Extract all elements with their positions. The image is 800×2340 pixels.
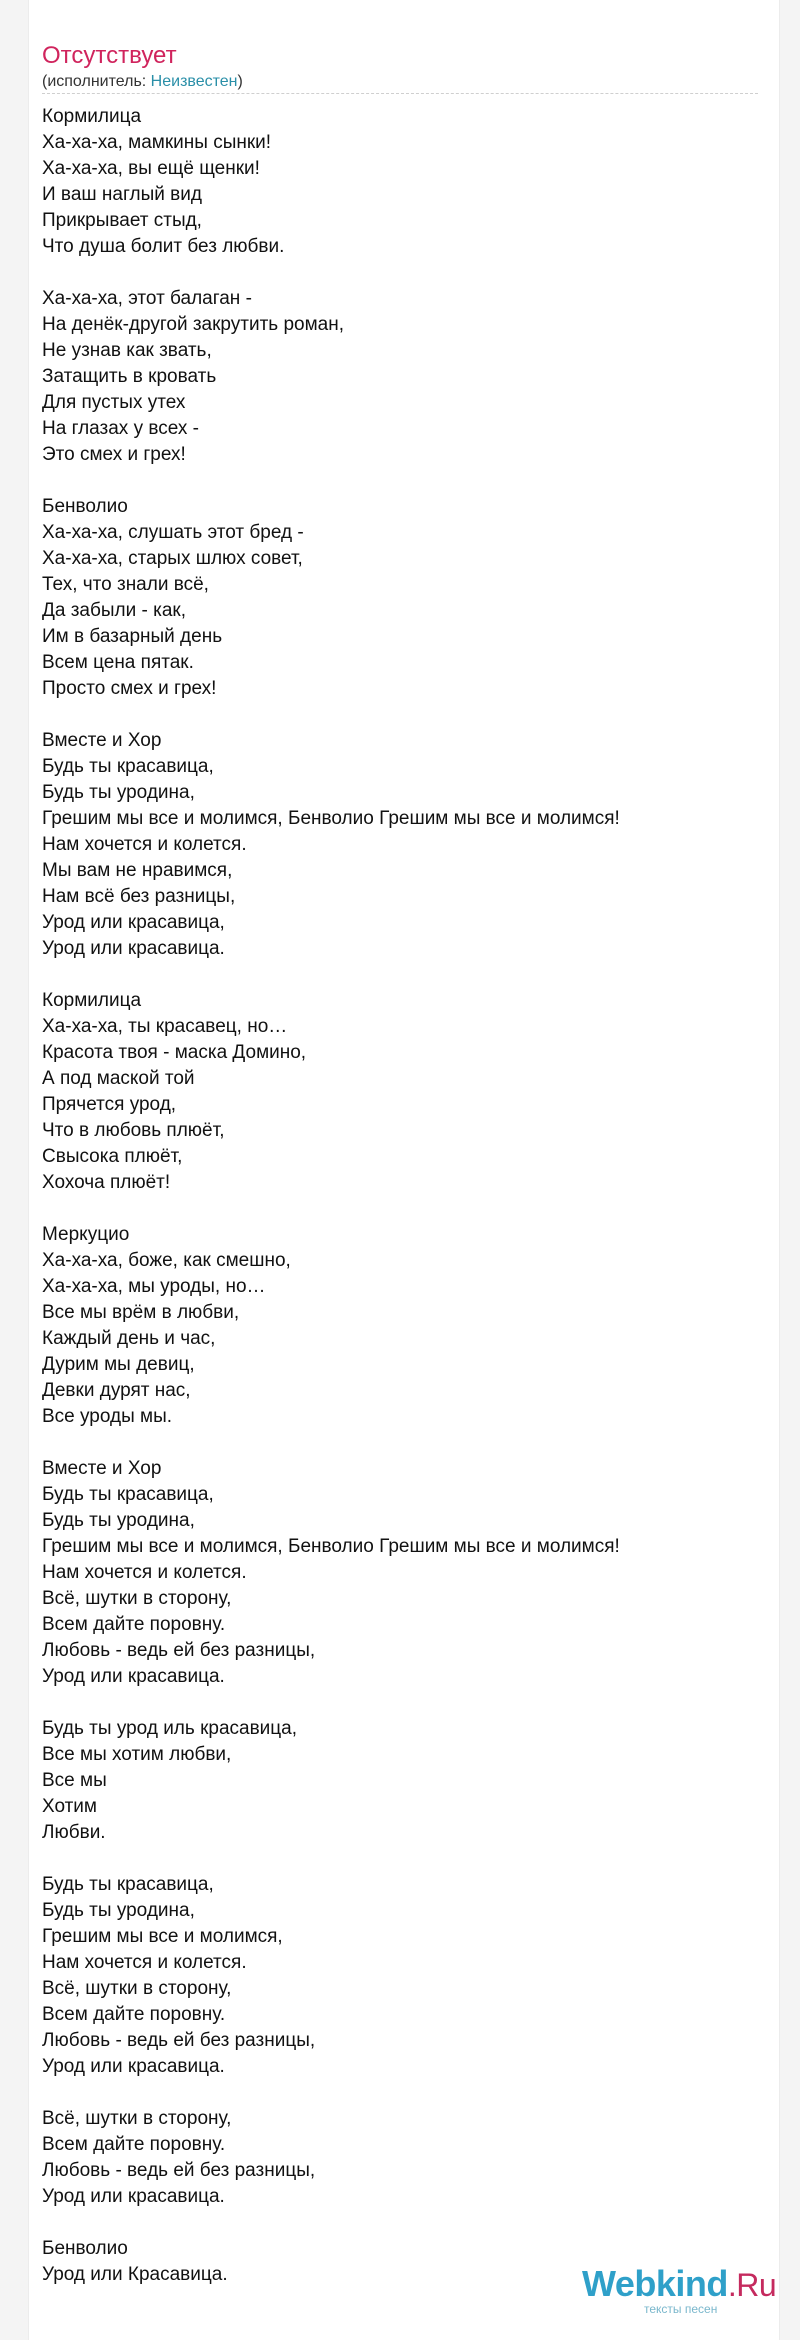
lyric-line: Нам хочется и колется. xyxy=(42,834,247,855)
lyric-line: Ха-ха-ха, этот балаган - xyxy=(42,288,252,309)
stanza-gap xyxy=(42,260,762,286)
lyric-line: Нам хочется и колется. xyxy=(42,1562,247,1583)
lyric-line: Ха-ха-ха, старых шлюх совет, xyxy=(42,548,303,569)
lyric-line: Хотим xyxy=(42,1796,97,1817)
stanza-gap xyxy=(42,702,762,728)
lyric-line: Грешим мы все и молимся, Бенволио Грешим мы все и молимся! xyxy=(42,808,620,829)
stanza-gap xyxy=(42,1690,762,1716)
lyric-line: Кормилица xyxy=(42,106,142,127)
lyric-line: Всё, шутки в сторону, xyxy=(42,1978,232,1999)
lyric-line: И ваш наглый вид xyxy=(42,184,202,205)
lyric-line: Грешим мы все и молимся, Бенволио Грешим мы все и молимся! xyxy=(42,1536,620,1557)
stanza-gap xyxy=(42,1846,762,1872)
lyric-line: Красота твоя - маска Домино, xyxy=(42,1042,307,1063)
lyric-line: Урод или красавица. xyxy=(42,2056,225,2077)
lyric-line: Затащить в кровать xyxy=(42,366,217,387)
lyric-line: Просто смех и грех! xyxy=(42,678,217,699)
lyric-line: Это смех и грех! xyxy=(42,444,186,465)
lyric-line: Не узнав как звать, xyxy=(42,340,212,361)
site-logo[interactable] xyxy=(582,2264,782,2324)
lyric-line: Ха-ха-ха, мамкины сынки! xyxy=(42,132,272,153)
lyric-line: Да забыли - как, xyxy=(42,600,187,621)
stanza-gap xyxy=(42,962,762,988)
lyric-line: Любовь - ведь ей без разницы, xyxy=(42,1640,316,1661)
lyric-line: Хохоча плюёт! xyxy=(42,1172,171,1193)
lyric-line: Меркуцио xyxy=(42,1224,130,1245)
lyric-line: Что душа болит без любви. xyxy=(42,236,285,257)
lyric-line: Грешим мы все и молимся, xyxy=(42,1926,283,1947)
lyric-line: Мы вам не нравимся, xyxy=(42,860,233,881)
lyric-line: Ха-ха-ха, вы ещё щенки! xyxy=(42,158,260,179)
song-title: Отсутствует xyxy=(42,42,177,69)
lyric-line: Каждый день и час, xyxy=(42,1328,216,1349)
lyric-line: Все мы врём в любви, xyxy=(42,1302,240,1323)
lyric-line: Будь ты уродина, xyxy=(42,782,195,803)
logo-tld: .Ru xyxy=(727,2267,777,2303)
lyric-line: Урод или красавица. xyxy=(42,938,225,959)
lyric-line: Девки дурят нас, xyxy=(42,1380,191,1401)
lyric-line: Любовь - ведь ей без разницы, xyxy=(42,2160,316,2181)
lyric-line: Все уроды мы. xyxy=(42,1406,173,1427)
lyric-line: Всем цена пятак. xyxy=(42,652,194,673)
lyric-line: Вместе и Хор xyxy=(42,730,162,751)
lyric-line: Будь ты красавица, xyxy=(42,1484,214,1505)
lyric-line: Им в базарный день xyxy=(42,626,223,647)
artist-prefix: (исполнитель: xyxy=(42,73,151,90)
lyric-line: Всё, шутки в сторону, xyxy=(42,2108,232,2129)
logo-wordmark xyxy=(582,2264,782,2305)
lyric-line: Всем дайте поровну. xyxy=(42,2134,226,2155)
lyric-line: Прячется урод, xyxy=(42,1094,177,1115)
stanza-gap xyxy=(42,2210,762,2236)
lyric-line: Ха-ха-ха, ты красавец, но… xyxy=(42,1016,288,1037)
lyric-line: Любви. xyxy=(42,1822,106,1843)
lyric-line: Будь ты красавица, xyxy=(42,756,214,777)
lyric-line: А под маской той xyxy=(42,1068,195,1089)
lyric-line: Дурим мы девиц, xyxy=(42,1354,195,1375)
logo-name: Webkind xyxy=(582,2263,728,2304)
artist-suffix: ) xyxy=(237,73,243,90)
lyric-line: На глазах у всех - xyxy=(42,418,199,439)
lyric-line: Все мы хотим любви, xyxy=(42,1744,232,1765)
lyric-line: Будь ты урод иль красавица, xyxy=(42,1718,298,1739)
lyric-line: Всем дайте поровну. xyxy=(42,1614,226,1635)
lyric-line: На денёк-другой закрутить роман, xyxy=(42,314,345,335)
lyric-line: Всем дайте поровну. xyxy=(42,2004,226,2025)
lyric-line: Урод или Красавица. xyxy=(42,2264,228,2285)
lyric-line: Кормилица xyxy=(42,990,142,1011)
lyric-line: Ха-ха-ха, боже, как смешно, xyxy=(42,1250,291,1271)
lyric-line: Прикрывает стыд, xyxy=(42,210,202,231)
lyric-line: Будь ты уродина, xyxy=(42,1510,195,1531)
lyric-line: Урод или красавица. xyxy=(42,1666,225,1687)
lyric-line: Свысока плюёт, xyxy=(42,1146,183,1167)
stanza-gap xyxy=(42,1430,762,1456)
stanza-gap xyxy=(42,2080,762,2106)
lyric-line: Урод или красавица. xyxy=(42,2186,225,2207)
title-divider xyxy=(42,93,758,94)
artist-link[interactable]: Неизвестен xyxy=(150,73,238,90)
lyrics-text xyxy=(42,104,762,2288)
lyric-line: Всё, шутки в сторону, xyxy=(42,1588,232,1609)
lyric-line: Нам хочется и колется. xyxy=(42,1952,247,1973)
lyric-line: Нам всё без разницы, xyxy=(42,886,236,907)
lyric-line: Будь ты красавица, xyxy=(42,1874,214,1895)
lyric-line: Тех, что знали всё, xyxy=(42,574,209,595)
lyric-line: Бенволио xyxy=(42,496,128,517)
lyric-line: Урод или красавица, xyxy=(42,912,225,933)
logo-tagline: тексты песен xyxy=(644,2302,718,2316)
stanza-gap xyxy=(42,468,762,494)
lyric-line: Что в любовь плюёт, xyxy=(42,1120,225,1141)
lyric-line: Вместе и Хор xyxy=(42,1458,162,1479)
lyric-line: Ха-ха-ха, мы уроды, но… xyxy=(42,1276,266,1297)
stanza-gap xyxy=(42,1196,762,1222)
lyric-line: Будь ты уродина, xyxy=(42,1900,195,1921)
lyric-line: Любовь - ведь ей без разницы, xyxy=(42,2030,316,2051)
artist-line xyxy=(42,72,243,92)
lyric-line: Бенволио xyxy=(42,2238,128,2259)
lyric-line: Ха-ха-ха, слушать этот бред - xyxy=(42,522,304,543)
lyric-line: Все мы xyxy=(42,1770,107,1791)
lyric-line: Для пустых утех xyxy=(42,392,186,413)
